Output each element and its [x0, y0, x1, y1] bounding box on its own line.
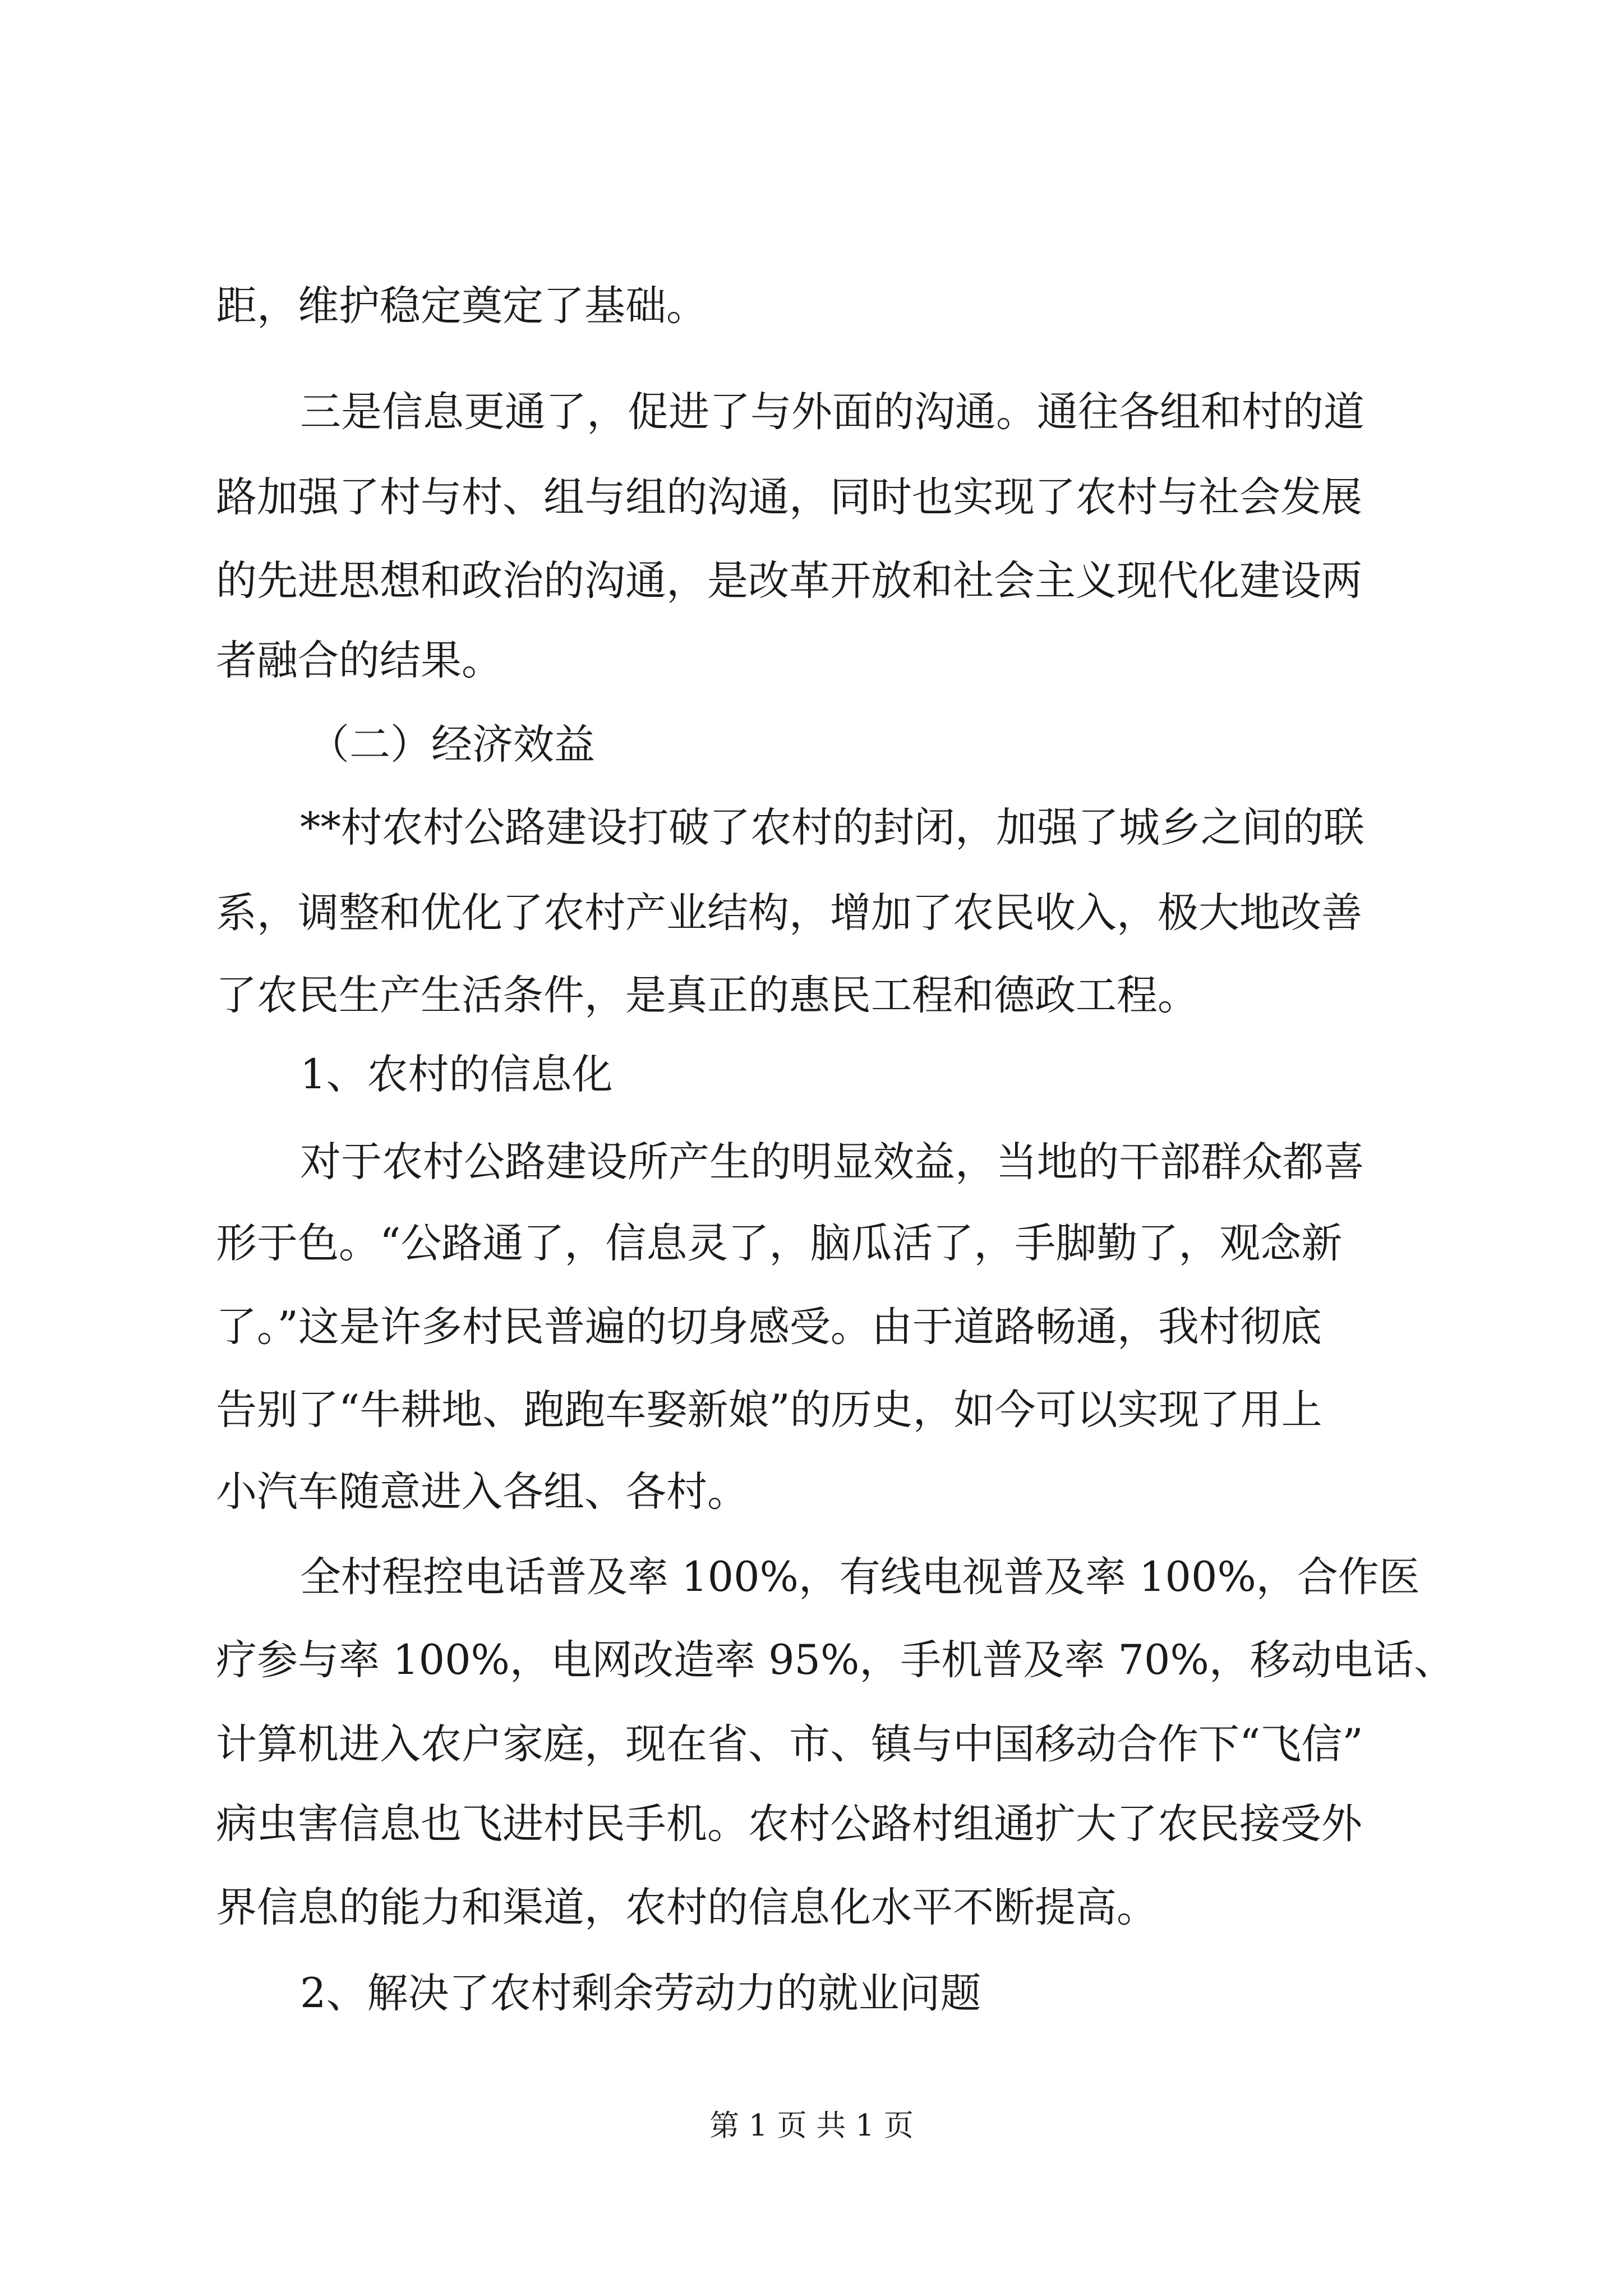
text-line-14: 告别了“牛耕地、跑跑车娶新娘”的历史，如今可以实现了用上 [216, 1386, 1322, 1434]
subheading-1: 1、农村的信息化 [300, 1051, 613, 1098]
page-footer: 第 1 页 共 1 页 [709, 2109, 914, 2143]
text-line-11: 对于农村公路建设所产生的明显效益，当地的干部群众都喜 [300, 1138, 1364, 1186]
text-line-7: **村农村公路建设打破了农村的封闭，加强了城乡之间的联 [300, 804, 1364, 852]
text-line-15: 小汽车随意进入各组、各村。 [216, 1468, 748, 1516]
subheading-2: 2、解决了农村剩余劳动力的就业问题 [300, 1970, 981, 2017]
text-line-5: 者融合的结果。 [216, 637, 502, 684]
text-line-16: 全村程控电话普及率 100%，有线电视普及率 100%，合作医 [300, 1553, 1420, 1601]
text-line-19: 病虫害信息也飞进村民手机。农村公路村组通扩大了农民接受外 [216, 1800, 1362, 1848]
text-line-17: 疗参与率 100%，电网改造率 95%，手机普及率 70%，移动电话、 [216, 1636, 1455, 1684]
text-line-9: 了农民生产生活条件，是真正的惠民工程和德政工程。 [216, 972, 1198, 1019]
section-heading: （二）经济效益 [308, 721, 595, 769]
text-line-8: 系，调整和优化了农村产业结构，增加了农民收入，极大地改善 [216, 889, 1362, 937]
text-line-20: 界信息的能力和渠道，农村的信息化水平不断提高。 [216, 1884, 1158, 1931]
text-line-18: 计算机进入农户家庭，现在省、市、镇与中国移动合作下“飞信” [216, 1720, 1363, 1768]
text-line-1: 距，维护稳定奠定了基础。 [216, 282, 707, 330]
text-line-4: 的先进思想和政治的沟通，是改革开放和社会主义现代化建设两 [216, 557, 1362, 605]
text-line-3: 路加强了村与村、组与组的沟通，同时也实现了农村与社会发展 [216, 473, 1362, 521]
text-line-12: 形于色。“公路通了，信息灵了，脑瓜活了，手脚勤了，观念新 [216, 1220, 1343, 1267]
text-line-2: 三是信息更通了，促进了与外面的沟通。通往各组和村的道 [300, 388, 1364, 436]
text-line-13: 了。”这是许多村民普遍的切身感受。由于道路畅通，我村彻底 [216, 1303, 1322, 1351]
